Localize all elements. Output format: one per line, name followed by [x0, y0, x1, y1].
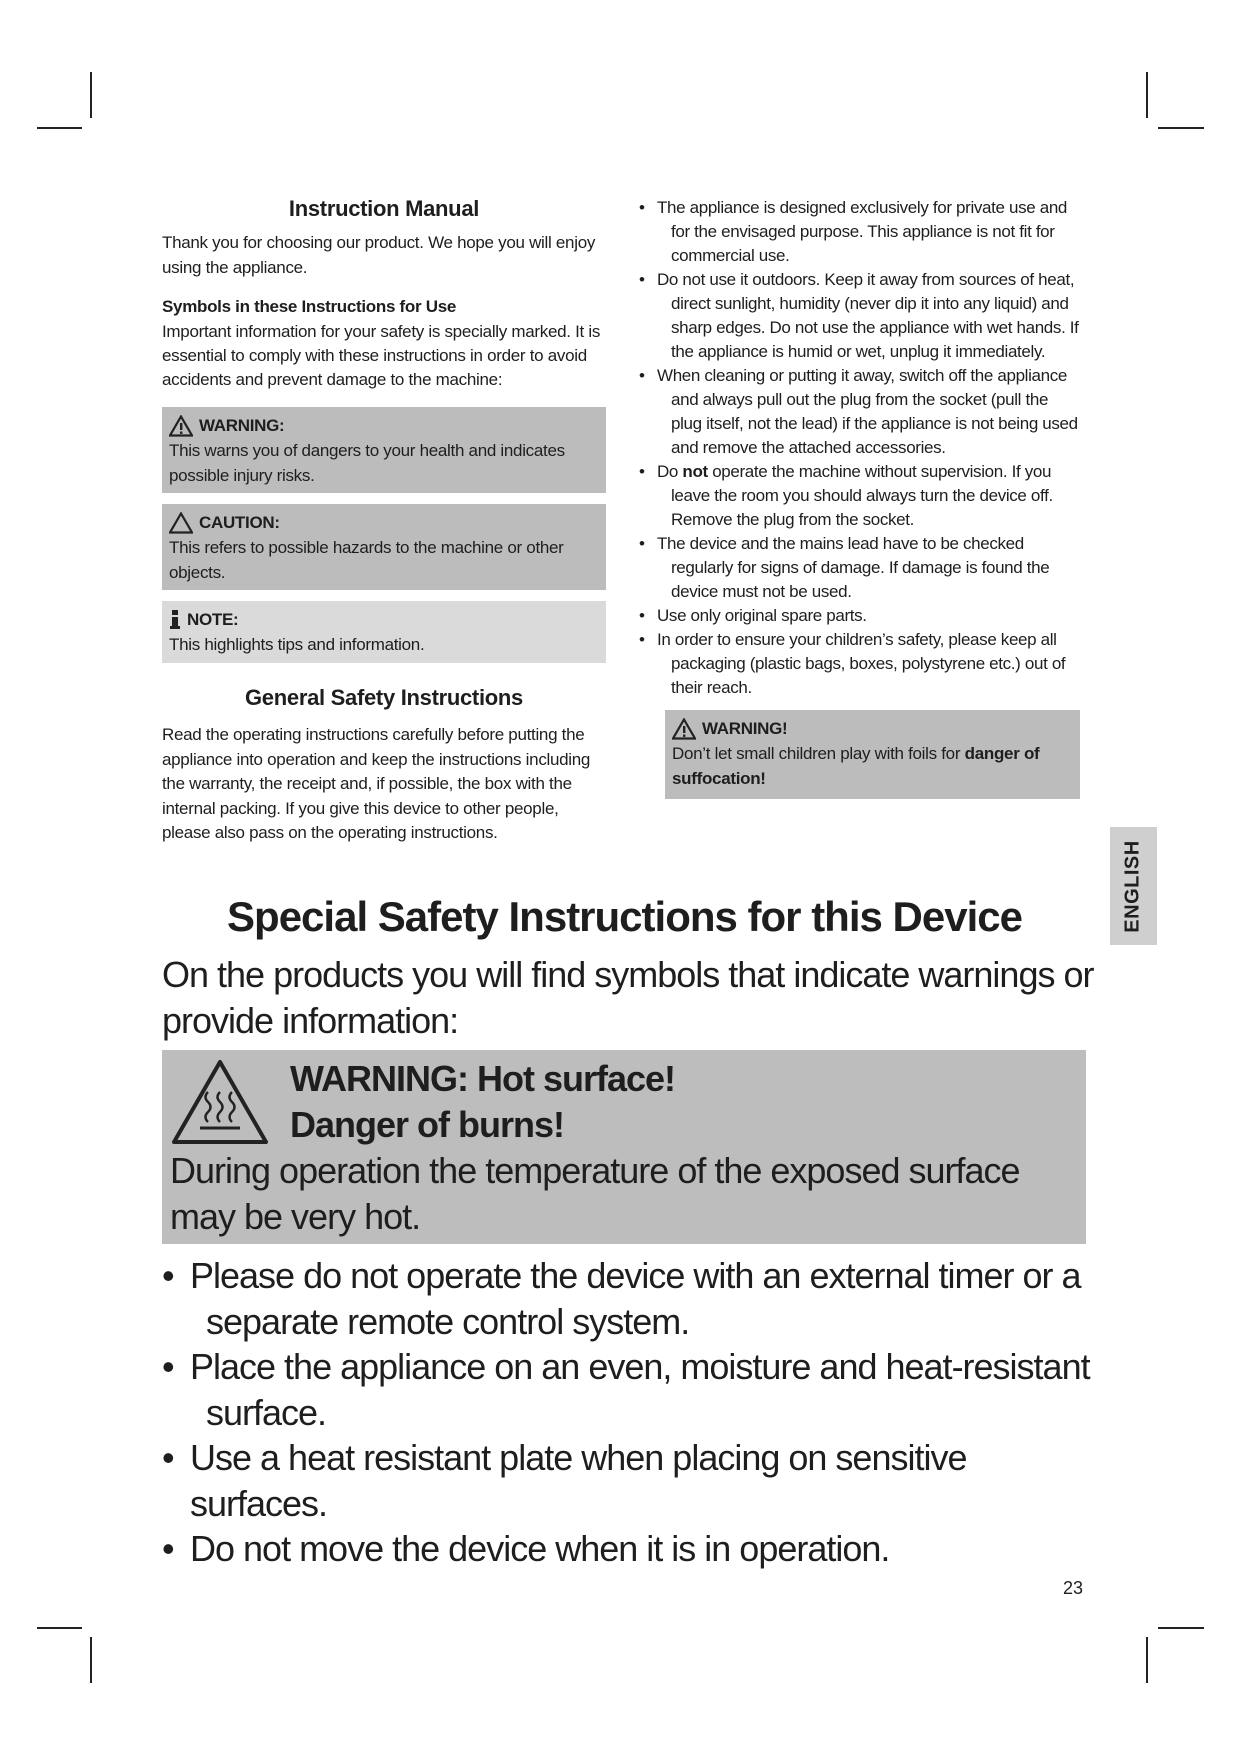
supervision-bold: not [682, 462, 708, 481]
language-tab-label: ENGLISH [1122, 839, 1144, 933]
list-item: • Use a heat resistant plate when placing on sensitive surfaces. [162, 1437, 967, 1524]
warning-text: This warns you of dangers to your health and indicates possible injury risks. [169, 441, 565, 485]
warning-header [169, 413, 598, 438]
warning-box [162, 407, 606, 493]
caution-text: This refers to possible hazards to the machine or other objects. [169, 538, 564, 582]
symbols-text: Important information for your safety is specially marked. It is essential to comply with these instructions in order to avoid accidents and prevent damage to the machine: [162, 322, 601, 389]
warning-triangle-icon [169, 415, 193, 437]
crop-mark [1158, 1627, 1204, 1629]
info-icon [169, 610, 181, 630]
note-label: NOTE: [187, 610, 239, 629]
crop-mark [1146, 1637, 1148, 1683]
caution-label: CAUTION: [199, 513, 280, 532]
special-bullet-list [162, 1253, 1102, 1572]
hot-surface-title: WARNING: Hot surface! Danger of burns! [290, 1058, 676, 1145]
list-item: • The appliance is designed exclusively for private use and for the envisaged purpose. This appliance is not fit for commercial use. [639, 198, 1068, 265]
list-item: • Do not operate the machine without supervision. If you leave the room you should always turn the device off. Remove the plug from the socket. [639, 462, 1053, 529]
note-header [169, 607, 598, 632]
hot-surface-warning-box [162, 1050, 1086, 1244]
list-item: • Do not move the device when it is in operation. [162, 1528, 890, 1569]
children-warning-text: Don’t let small children play with foils for danger of suffocation! [672, 744, 1040, 788]
list-item: • Place the appliance on an even, moisture and heat-resistant surface. [162, 1346, 1090, 1433]
caution-box [162, 504, 606, 590]
left-column [162, 196, 606, 846]
special-safety-intro: On the products you will find symbols that indicate warnings or provide information: [162, 954, 1094, 1041]
crop-mark [37, 1627, 82, 1629]
language-tab [1110, 827, 1157, 945]
crop-mark [1146, 72, 1148, 118]
intro-text: Thank you for choosing our product. We hope you will enjoy using the appliance. [162, 233, 596, 277]
children-warning-label: WARNING! [702, 719, 788, 738]
hot-surface-icon [170, 1058, 270, 1146]
children-warning-header [672, 716, 1072, 741]
caution-triangle-icon [169, 512, 193, 534]
symbols-heading: Symbols in these Instructions for Use [162, 297, 457, 316]
general-safety-title: General Safety Instructions [245, 685, 523, 710]
list-item: • When cleaning or putting it away, switch off the appliance and always pull out the plug from the socket (pull the plug itself, not the lead) if the appliance is not being used and remove the attached accessories. [639, 366, 1078, 457]
right-column [633, 196, 1083, 799]
warning-label: WARNING: [199, 416, 285, 435]
list-item: • Use only original spare parts. [639, 606, 867, 625]
crop-mark [90, 1637, 92, 1683]
list-item: • In order to ensure your children’s safety, please keep all packaging (plastic bags, boxes, polystyrene etc.) out of their reach. [639, 630, 1066, 697]
list-item: • The device and the mains lead have to be checked regularly for signs of damage. If damage is found the device must not be used. [639, 534, 1050, 601]
supervision-pre: Do [657, 462, 679, 481]
manual-title: Instruction Manual [288, 196, 480, 221]
children-warning-box [665, 710, 1080, 799]
general-safety-text: Read the operating instructions carefully before putting the appliance into operation and keep the instructions including the warranty, the receipt and, if possible, the box with the internal packing. If you give this device to other people, please also pass on the operating instructions. [162, 725, 591, 842]
supervision-post: operate the machine without supervision. If you leave the room you should always turn the device off. Remove the plug from the socket. [671, 462, 1053, 529]
note-text: This highlights tips and information. [169, 635, 425, 654]
special-safety-title: Special Safety Instructions for this Device [227, 893, 1022, 940]
warning-triangle-icon [672, 718, 696, 740]
list-item: • Do not use it outdoors. Keep it away from sources of heat, direct sunlight, humidity (never dip it into any liquid) and sharp edges. Do not use the appliance with wet hands. If the appliance is humid or wet, unplug it immediately. [639, 270, 1079, 361]
note-box [162, 601, 606, 663]
list-item: • Please do not operate the device with an external timer or a separate remote control system. [162, 1255, 1081, 1342]
page-number: 23 [1063, 1578, 1084, 1598]
crop-mark [37, 127, 82, 129]
caution-header [169, 510, 598, 535]
crop-mark [90, 72, 92, 118]
hot-surface-text: During operation the temperature of the exposed surface may be very hot. [170, 1150, 1020, 1237]
safety-bullet-list [633, 196, 1083, 700]
crop-mark [1158, 127, 1204, 129]
